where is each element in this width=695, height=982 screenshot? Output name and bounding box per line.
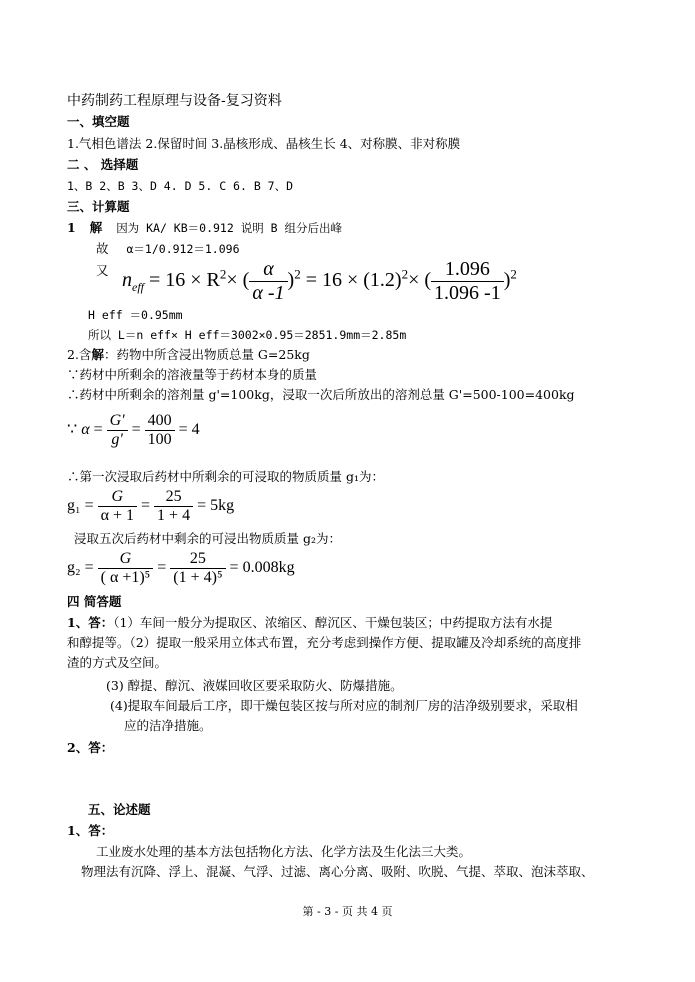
g2-equation: g₂ = $\frac{G}{\text{( α +1)⁵}}$ = $\frac{25}{\text{(1 + 4)⁵}}$ = 0.008kg bbox=[67, 550, 295, 586]
neff-part2: = 16 × (1.2) bbox=[305, 269, 402, 292]
alpha-fraction-1 bbox=[107, 412, 128, 449]
frac2-numerator: 1.096 bbox=[444, 258, 490, 280]
s4-answer1-line3: 渣的方式及空间。 bbox=[67, 655, 168, 670]
choice-answers: 1、B 2、B 3、D 4. D 5. C 6. B 7、D bbox=[67, 179, 294, 193]
alpha-fraction-2 bbox=[145, 412, 175, 449]
neff-square-2: 2 bbox=[294, 266, 301, 282]
alpha-result: = 4 bbox=[178, 421, 200, 439]
g1-result: = 5kg bbox=[197, 497, 235, 515]
g2-frac1-num: G bbox=[119, 550, 132, 567]
frac2-denominator: 1.096 -1 bbox=[431, 281, 504, 305]
g1-label: g₁ = bbox=[67, 497, 94, 515]
q1-number: 1 bbox=[67, 220, 76, 235]
s4-answer1-line1 bbox=[67, 614, 552, 632]
g1-frac1-den: α + 1 bbox=[98, 506, 137, 525]
alpha-frac2-den: 100 bbox=[145, 430, 175, 449]
g1-fraction-2 bbox=[154, 488, 193, 525]
g2-fraction-1 bbox=[98, 550, 154, 587]
g1-frac2-num: 25 bbox=[165, 488, 182, 505]
g1-frac1-num: G bbox=[111, 488, 124, 505]
section-heading-calculation: 三、计算题 bbox=[67, 199, 130, 214]
q2-intro bbox=[67, 346, 310, 364]
s4-answer1-line2: 和醇提等。（2）提取一般采用立体式布置，充分考虑到操作方便、提取罐及冷却系统的高度排 bbox=[67, 635, 582, 650]
g2-fraction-2 bbox=[170, 550, 225, 587]
s5-line-1: 工业废水处理的基本方法包括物化方法、化学方法及生化法三大类。 bbox=[96, 844, 472, 859]
neff-times-2: × ( bbox=[408, 269, 432, 292]
s4-answer1-label: 1、答： bbox=[67, 615, 114, 630]
neff-fraction-2 bbox=[431, 258, 504, 305]
s4-answer1-text1: （1）车间一般分为提取区、浓缩区、醇沉区、干燥包装区；中药提取方法有水提 bbox=[113, 615, 553, 630]
s5-answer1-label: 1、答： bbox=[67, 823, 114, 838]
s4-answer1-line4: (3) 醇提、醇沉、液媒回收区要采取防火、防爆措施。 bbox=[106, 678, 403, 693]
g2-result: = 0.008kg bbox=[229, 559, 295, 577]
q1-alpha-value: α＝1/0.912＝1.096 bbox=[126, 242, 240, 256]
frac1-denominator: α -1 bbox=[249, 281, 287, 305]
alpha-equation: ∵ α = $\frac{G'}{g'}$ = $\frac{400}{100}$ = 4 bbox=[67, 412, 200, 448]
q2-number: 2.含 bbox=[67, 347, 92, 362]
frac1-numerator: α bbox=[263, 258, 274, 280]
q1-also: 又 bbox=[96, 263, 109, 278]
neff-square-3: 2 bbox=[401, 266, 409, 282]
q1-therefore: 故 bbox=[96, 241, 109, 256]
section-heading-short-answer: 四 简答题 bbox=[67, 594, 122, 609]
alpha-symbol: α bbox=[81, 421, 90, 439]
s4-answer1-line6: 应的洁净措施。 bbox=[124, 718, 212, 733]
neff-subscript: eff bbox=[132, 280, 144, 295]
s5-line-2: 物理法有沉降、浮上、混凝、气浮、过滤、离心分离、吸附、吹脱、气提、萃取、泡沫萃取、 bbox=[81, 864, 594, 879]
g1-equation: g₁ = $\frac{G}{\alpha + 1}$ = $\frac{25}{1 + 4}$ = 5kg bbox=[67, 488, 235, 524]
section-heading-choice: 二 、 选择题 bbox=[67, 157, 139, 172]
q2-solution-label: 解 bbox=[91, 347, 104, 362]
alpha-frac1-num: G' bbox=[109, 412, 125, 429]
neff-times-1: × ( bbox=[226, 269, 250, 292]
q2-line-2: ∴药材中所剩余的溶剂量 g'=100kg，浸取一次后所放出的溶剂总量 G'=500-100=400kg bbox=[67, 387, 575, 402]
neff-square-4: 2 bbox=[510, 266, 517, 282]
q2-line-1: ∵药材中所剩余的溶液量等于药材本身的质量 bbox=[67, 367, 318, 382]
fill-in-answers: 1.气相色谱法 2.保留时间 3.晶核形成、晶核生长 4、对称膜、非对称膜 bbox=[67, 136, 461, 151]
q1-line bbox=[67, 219, 342, 237]
g2-label: g₂ = bbox=[67, 559, 94, 577]
neff-square-1: 2 bbox=[219, 266, 227, 282]
neff-equation bbox=[122, 258, 517, 305]
document-title: 中药制药工程原理与设备-复习资料 bbox=[67, 93, 282, 109]
g2-frac2-num: 25 bbox=[189, 550, 206, 567]
g1-frac2-den: 1 + 4 bbox=[154, 506, 193, 525]
because-symbol: ∵ bbox=[67, 421, 78, 439]
q1-solution-label: 解 bbox=[89, 220, 103, 235]
s4-answer2-label: 2、答： bbox=[67, 740, 114, 755]
g2-frac2-den: (1 + 4)⁵ bbox=[170, 568, 225, 587]
section-heading-essay: 五、论述题 bbox=[88, 802, 151, 817]
page-footer: 第 - 3 - 页 共 4 页 bbox=[302, 905, 393, 918]
neff-close-1: ) bbox=[287, 269, 295, 292]
section-heading-fill-in: 一、填空题 bbox=[67, 114, 130, 129]
s4-answer1-line5: (4)提取车间最后工序，即干燥包装区按与所对应的制剂厂房的洁净级别要求，采取相 bbox=[110, 698, 578, 713]
g2-frac1-den: ( α +1)⁵ bbox=[98, 568, 154, 587]
neff-close-2: ) bbox=[503, 269, 511, 292]
g1-fraction-1 bbox=[98, 488, 137, 525]
q1-heff: H eff ＝0.95mm bbox=[88, 308, 183, 322]
q2-intro-text: ：药物中所含浸出物质总量 G=25kg bbox=[103, 347, 310, 362]
neff-part1: = 16 × R bbox=[149, 269, 220, 292]
q1-given-text: 因为 KA/ KB＝0.912 说明 B 组分后出峰 bbox=[116, 221, 342, 235]
alpha-frac1-den: g' bbox=[107, 430, 128, 449]
q1-therefore-line bbox=[96, 240, 240, 258]
q1-result: 所以 L＝n eff× H eff＝3002×0.95＝2851.9mm＝2.85m bbox=[88, 328, 407, 342]
neff-symbol: n bbox=[122, 269, 132, 292]
q2-line-3: ∴第一次浸取后药材中所剩余的可浸取的物质质量 g₁为： bbox=[67, 469, 384, 484]
alpha-frac2-num: 400 bbox=[147, 412, 172, 429]
neff-fraction-1 bbox=[249, 258, 287, 305]
q2-line-4: 浸取五次后药材中剩余的可浸出物质质量 g₂为： bbox=[74, 531, 341, 546]
